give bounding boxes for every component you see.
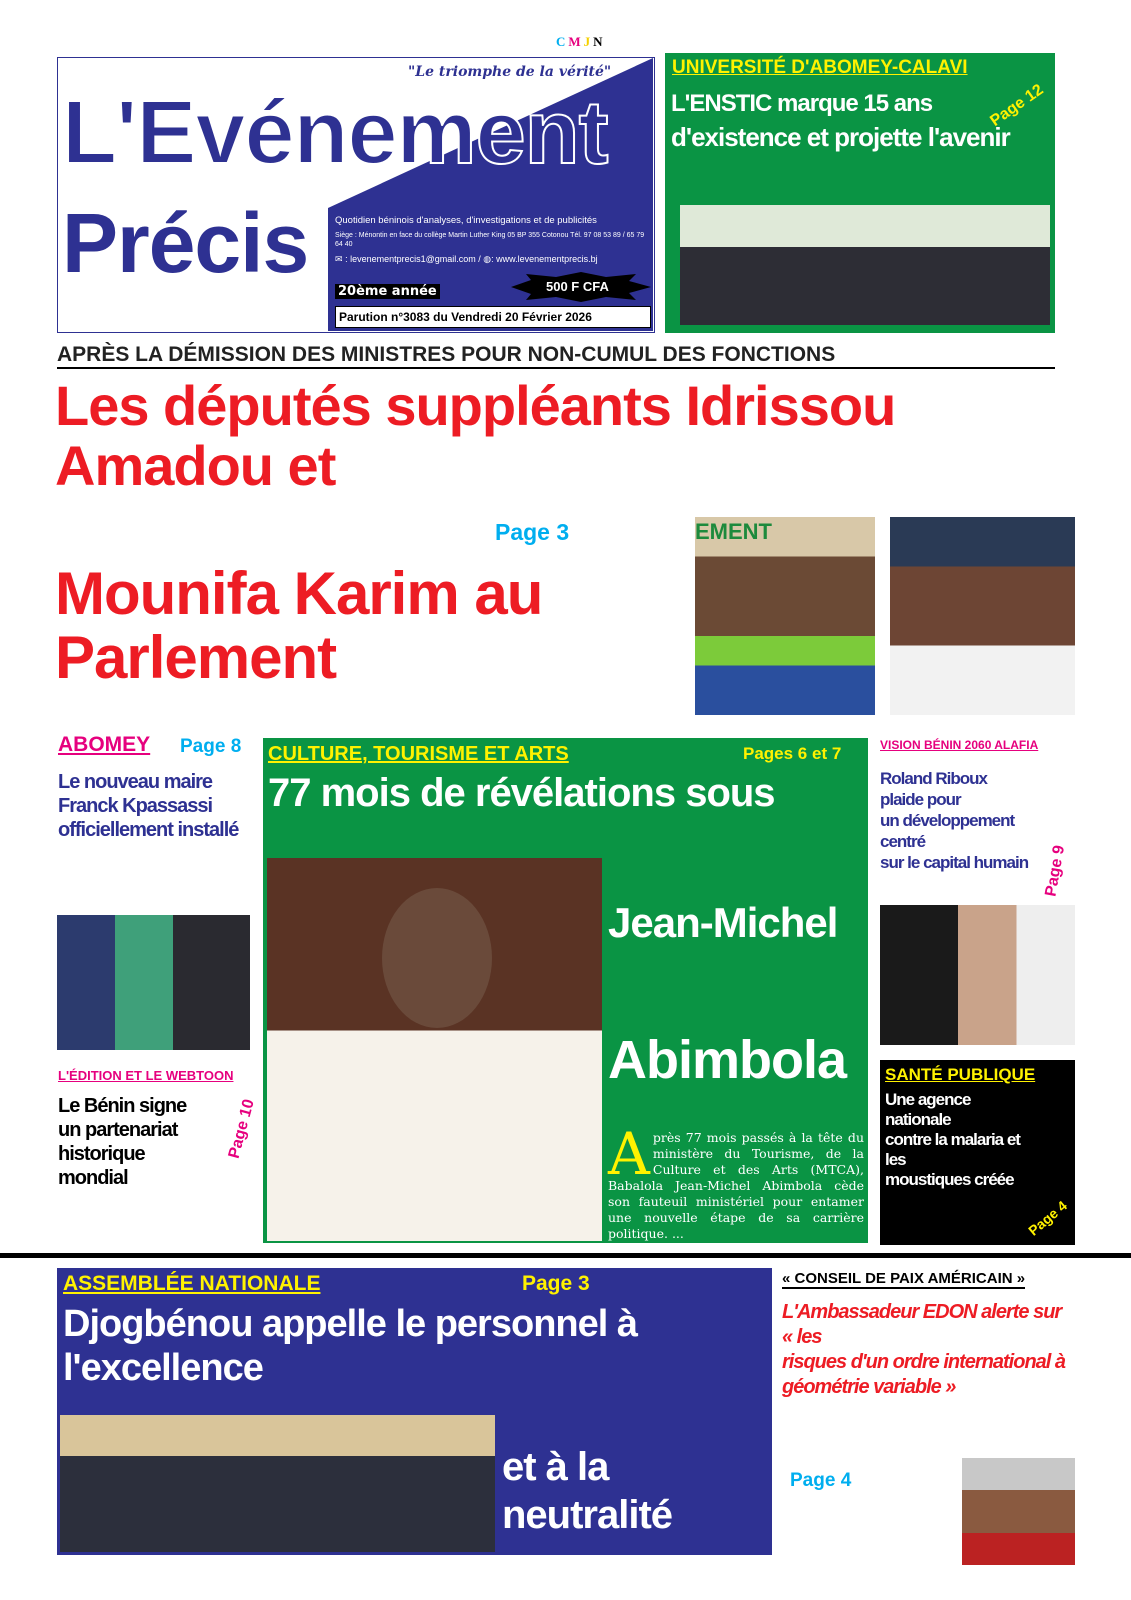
assemblee-box[interactable]	[57, 1268, 772, 1555]
year-badge: 20ème année	[335, 284, 440, 299]
line: moustiques créée	[885, 1170, 1014, 1189]
section-divider	[0, 1253, 1131, 1258]
mark-j: J	[583, 34, 594, 49]
headline-enstic-1: L'ENSTIC marque 15 ans	[671, 90, 933, 117]
line: L'Ambassadeur EDON alerte sur « les	[782, 1301, 1062, 1348]
headline-edon[interactable]	[782, 1300, 1072, 1400]
line: sur le capital humain	[880, 853, 1029, 872]
lead-headline-1[interactable]: Les députés suppléants Idrissou Amadou et	[55, 374, 896, 497]
line: historique mondial	[58, 1143, 145, 1189]
slogan: "Le triomphe de la vérité"	[408, 64, 612, 80]
page-ref: Page 12	[987, 81, 1047, 130]
page-4-edon: Page 4	[790, 1470, 852, 1491]
registration-marks	[556, 34, 606, 50]
top-right-box[interactable]	[665, 53, 1055, 333]
page-10: Page 10	[225, 1097, 258, 1161]
photo-edon	[962, 1458, 1075, 1565]
kicker-assemblee: ASSEMBLÉE NATIONALE	[63, 1272, 321, 1295]
line: Franck Kpassassi	[58, 795, 213, 817]
lead-headline-2[interactable]: Mounifa Karim au Parlement	[55, 560, 543, 691]
website-link[interactable]: : www.levenementprecis.bj	[491, 254, 598, 264]
mark-n: N	[593, 34, 606, 49]
photo-abimbola	[267, 858, 602, 1241]
globe-icon: ◍	[483, 254, 492, 264]
page-4-sante: Page 4	[1025, 1197, 1071, 1239]
page-3-assemblee: Page 3	[522, 1272, 590, 1295]
dropcap: A	[608, 1120, 650, 1188]
photo-mounifa-karim	[890, 517, 1075, 715]
headline-abimbola: Abimbola	[608, 1030, 847, 1090]
lead-paragraph	[608, 1120, 864, 1242]
address: Siège : Ménontin en face du collège Martin Luther King 05 BP 355 Cotonou Tél. 97 08 53 89 / 65 79 64 40	[335, 232, 645, 248]
line: officiellement installé	[58, 819, 239, 841]
contact	[335, 254, 651, 265]
kicker-culture: CULTURE, TOURISME ET ARTS	[268, 743, 569, 765]
kicker-abomey: ABOMEY	[58, 733, 151, 756]
lead-page: Page 3	[495, 519, 570, 545]
mark-m: M	[568, 34, 584, 49]
line: Le nouveau maire	[58, 771, 213, 793]
headline-webtoon[interactable]	[58, 1094, 208, 1190]
photo-riboux	[880, 905, 1075, 1045]
photo-enstic-group	[680, 205, 1050, 325]
photo-banner-text: EMENT	[695, 519, 772, 544]
issue-line: Parution n°3083 du Vendredi 20 Février 2026	[335, 306, 651, 328]
photo-kpassassi	[57, 915, 250, 1050]
headline-77-mois: 77 mois de révélations sous	[268, 771, 775, 815]
page-9: Page 9	[1042, 844, 1069, 898]
line: Une agence nationale	[885, 1090, 971, 1129]
kicker-webtoon: L'ÉDITION ET LE WEBTOON	[58, 1068, 234, 1083]
line: Roland Riboux plaide pour	[880, 769, 987, 809]
subtitle: Quotidien béninois d'analyses, d'investigations et de publicités	[335, 215, 597, 226]
page-8: Page 8	[180, 736, 242, 757]
kicker-vision: VISION BÉNIN 2060 ALAFIA	[880, 738, 1039, 752]
email-link[interactable]: : levenementprecis1@gmail.com /	[345, 254, 481, 264]
title-line2: Précis	[62, 196, 309, 290]
line: contre la malaria et les	[885, 1130, 1020, 1169]
kicker-uac: UNIVERSITÉ D'ABOMEY-CALAVI	[672, 57, 968, 78]
headline-djogbenou-1: Djogbénou appelle le personnel à l'excellence	[63, 1303, 637, 1389]
headline-enstic-2: d'existence et projette l'avenir	[671, 122, 1010, 152]
mark-c: C	[556, 34, 569, 49]
headline-jean-michel: Jean-Michel	[608, 899, 838, 946]
line: géométrie variable »	[782, 1376, 956, 1398]
line: risques d'un ordre international à	[782, 1351, 1066, 1373]
face	[382, 888, 492, 1028]
line: un développement centré	[880, 811, 1015, 851]
email-icon: ✉	[335, 254, 343, 264]
photo-idrissou-amadou	[695, 517, 875, 715]
title-line1: L'Evénement	[62, 83, 608, 183]
kicker-sante: SANTÉ PUBLIQUE	[885, 1065, 1036, 1084]
lead-kicker: APRÈS LA DÉMISSION DES MINISTRES POUR NON-CUMUL DES FONCTIONS	[57, 343, 1055, 369]
price: 500 F CFA	[546, 279, 609, 294]
kicker-conseil: « CONSEIL DE PAIX AMÉRICAIN »	[782, 1270, 1026, 1287]
center-box[interactable]	[263, 738, 868, 1243]
photo-assemblee-group	[60, 1415, 495, 1552]
headline-malaria	[885, 1090, 1025, 1190]
sante-box[interactable]	[880, 1060, 1075, 1245]
body-text: près 77 mois passés à la tête du ministère du Tourisme, de la Culture et des Arts (MTCA), Babalola Jean-Michel Abimbola cède son fauteuil ministériel pour entamer une nouvelle étape de sa carrière politique. ...	[608, 1130, 864, 1241]
masthead	[57, 57, 655, 333]
headline-abomey[interactable]	[58, 770, 253, 842]
line: un partenariat	[58, 1119, 178, 1141]
headline-djogbenou-2: et à la neutralité	[502, 1445, 673, 1537]
line: Le Bénin signe	[58, 1095, 187, 1117]
pages-6-7: Pages 6 et 7	[743, 744, 842, 763]
headline-riboux[interactable]	[880, 768, 1030, 873]
